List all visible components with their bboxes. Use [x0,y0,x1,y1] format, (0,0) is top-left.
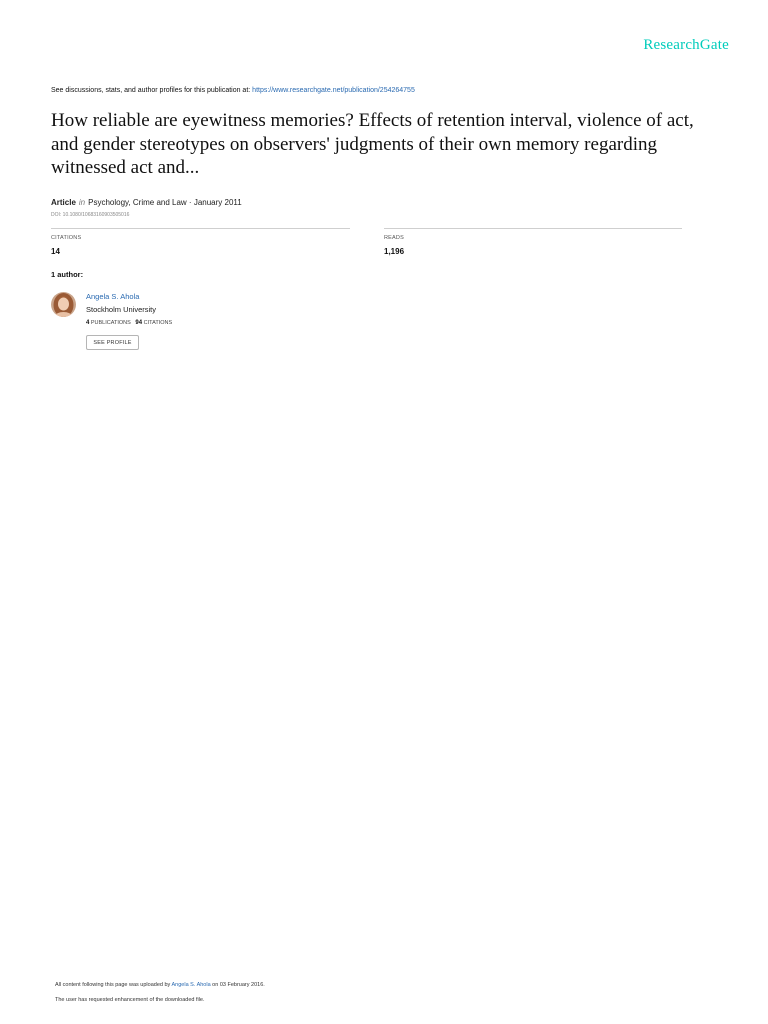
avatar-image [51,292,76,317]
reads-value: 1,196 [384,247,405,256]
discussions-text: See discussions, stats, and author profiles for this publication at: [51,87,253,94]
author-name[interactable]: Angela S. Ahola [86,292,140,301]
journal-date[interactable]: Psychology, Crime and Law · January 2011 [88,198,242,207]
citations-label: CITATIONS [51,235,82,241]
upload-prefix: All content following this page was uploaded by [55,982,172,988]
authors-heading: 1 author: [51,270,84,279]
author-publications-count: 4 [86,320,90,326]
discussions-line [51,87,415,94]
author-stats [86,320,172,326]
upload-note [55,982,265,988]
citations-divider [51,228,350,229]
in-label: in [78,198,86,207]
citations-value: 14 [51,247,60,256]
upload-suffix: on 03 February 2016. [210,982,265,988]
article-type: Article [51,198,76,207]
reads-label: READS [384,235,404,241]
publication-link[interactable]: https://www.researchgate.net/publication/254264755 [252,87,415,94]
see-profile-button[interactable]: SEE PROFILE [86,335,139,350]
publication-title: How reliable are eyewitness memories? Effects of retention interval, violence of act, and gender stereotypes on observers' judgments of their own memory regarding witnessed act and... [51,110,694,178]
publication-meta [51,198,242,207]
reads-divider [384,228,682,229]
author-avatar[interactable] [51,292,76,317]
author-publications-label: PUBLICATIONS [90,320,131,326]
author-citations-label: CITATIONS [143,320,173,326]
author-institution: Stockholm University [86,305,157,314]
researchgate-logo[interactable]: ResearchGate [643,37,729,53]
uploader-link[interactable]: Angela S. Ahola [171,982,211,988]
author-citations-count: 94 [135,320,143,326]
doi: DOI: 10.1080/10683160903505016 [51,212,130,218]
enhancement-note: The user has requested enhancement of the downloaded file. [55,997,205,1003]
